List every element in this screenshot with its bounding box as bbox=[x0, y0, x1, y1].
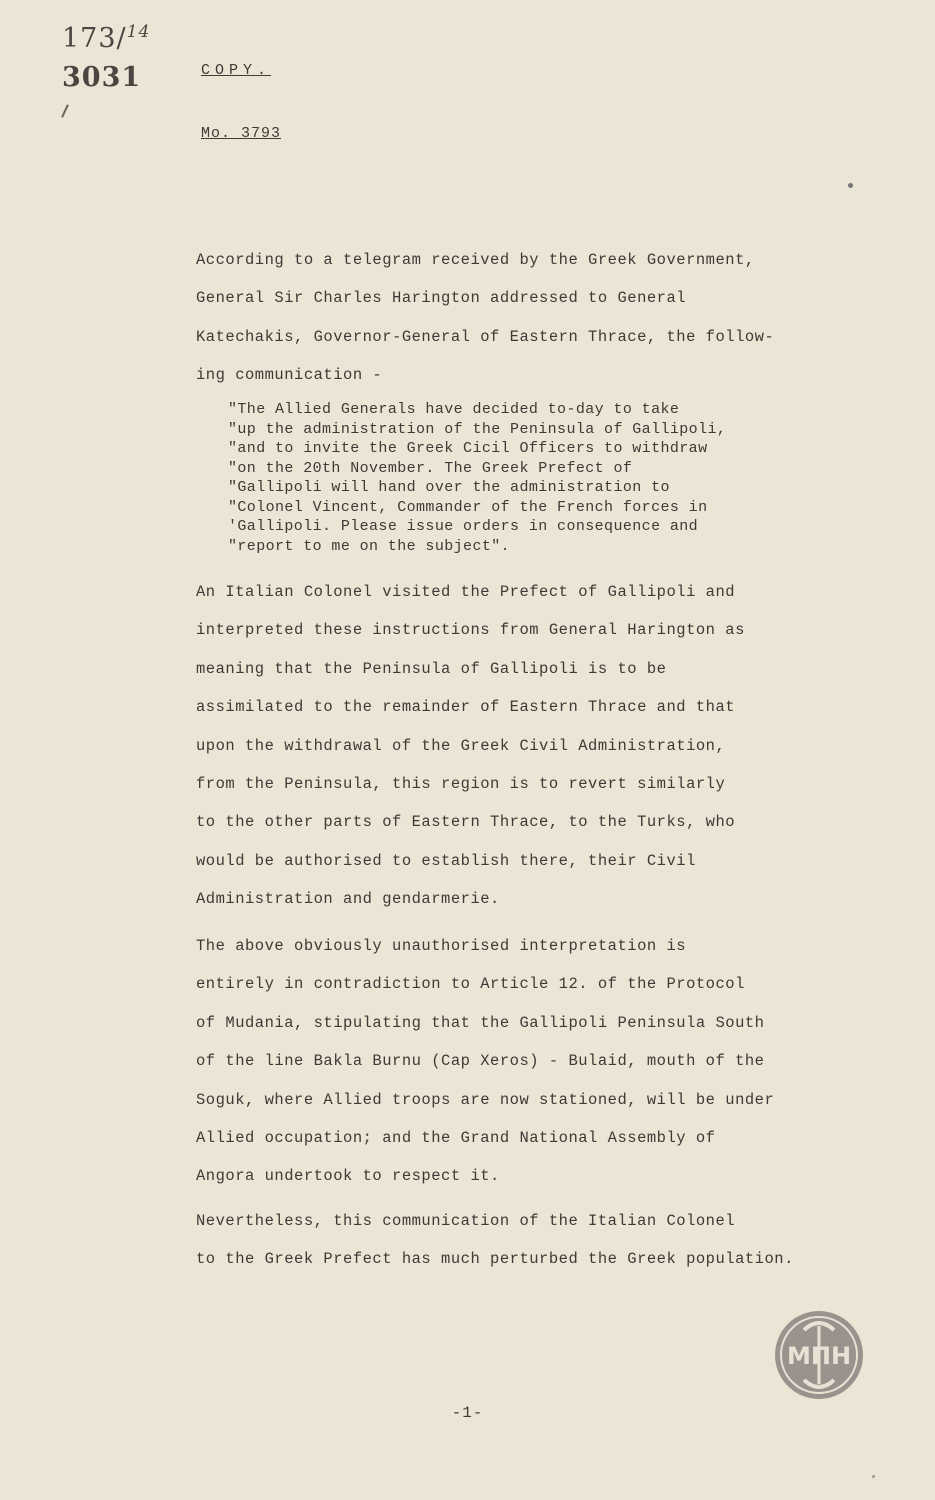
handwritten-folio-number: 173/$^{14}$ bbox=[62, 22, 151, 54]
paragraph-interpretation: The above obviously unauthorised interpretation is entirely in contradiction to Article 12. of the Protocol of Mudania, stipulating that the Gallipoli Peninsula South of the line Bakla Burnu (Cap Xeros) - Bulaid, mouth of the Soguk, where Allied troops are now stationed, will be under Allied occupation; and the Grand National Assembly of Angora undertook to respect it. bbox=[196, 937, 775, 1186]
paragraph-italian-colonel: An Italian Colonel visited the Prefect of Gallipoli and interpreted these instructions from General Harington as meaning that the Peninsula of Gallipoli is to be assimilated to the remainder of Eastern Thrace and that upon the withdrawal of the Greek Civil Administration, from the Peninsula, this region is to revert similarly to the other parts of Eastern Thrace, to the Turks, who would be authorised to establish there, their Civil Administration and gendarmerie. bbox=[196, 583, 745, 909]
copy-label: COPY. bbox=[201, 62, 272, 79]
seal-letters: ΜΠΗ bbox=[786, 1342, 852, 1370]
ink-spot bbox=[848, 183, 853, 188]
footer-mark bbox=[872, 1475, 875, 1478]
paragraph-intro: According to a telegram received by the Greek Government, General Sir Charles Harington addressed to General Katechakis, Governor-General of Eastern Thrace, the follow- ing communication - bbox=[196, 251, 775, 385]
reference-number: Mo. 3793 bbox=[201, 125, 282, 142]
pencil-mark bbox=[61, 104, 69, 118]
paragraph-nevertheless: Nevertheless, this communication of the Italian Colonel to the Greek Prefect has much perturbed the Greek population. bbox=[196, 1212, 794, 1269]
page-number: -1- bbox=[451, 1404, 484, 1422]
archive-stamp-number: 3031 bbox=[62, 62, 142, 93]
quoted-communication: "The Allied Generals have decided to-day to take "up the administration of the Peninsula of Gallipoli, "and to invite the Greek Cicil Officers to withdraw "on the 20th November. The Greek Prefect of "Gallipoli will hand over the administration to "Colonel Vincent, Commander of the French forces in 'Gallipoli. Please issue orders in consequence and "report to me on the subject". bbox=[228, 401, 727, 555]
archive-seal-icon bbox=[772, 1308, 866, 1402]
